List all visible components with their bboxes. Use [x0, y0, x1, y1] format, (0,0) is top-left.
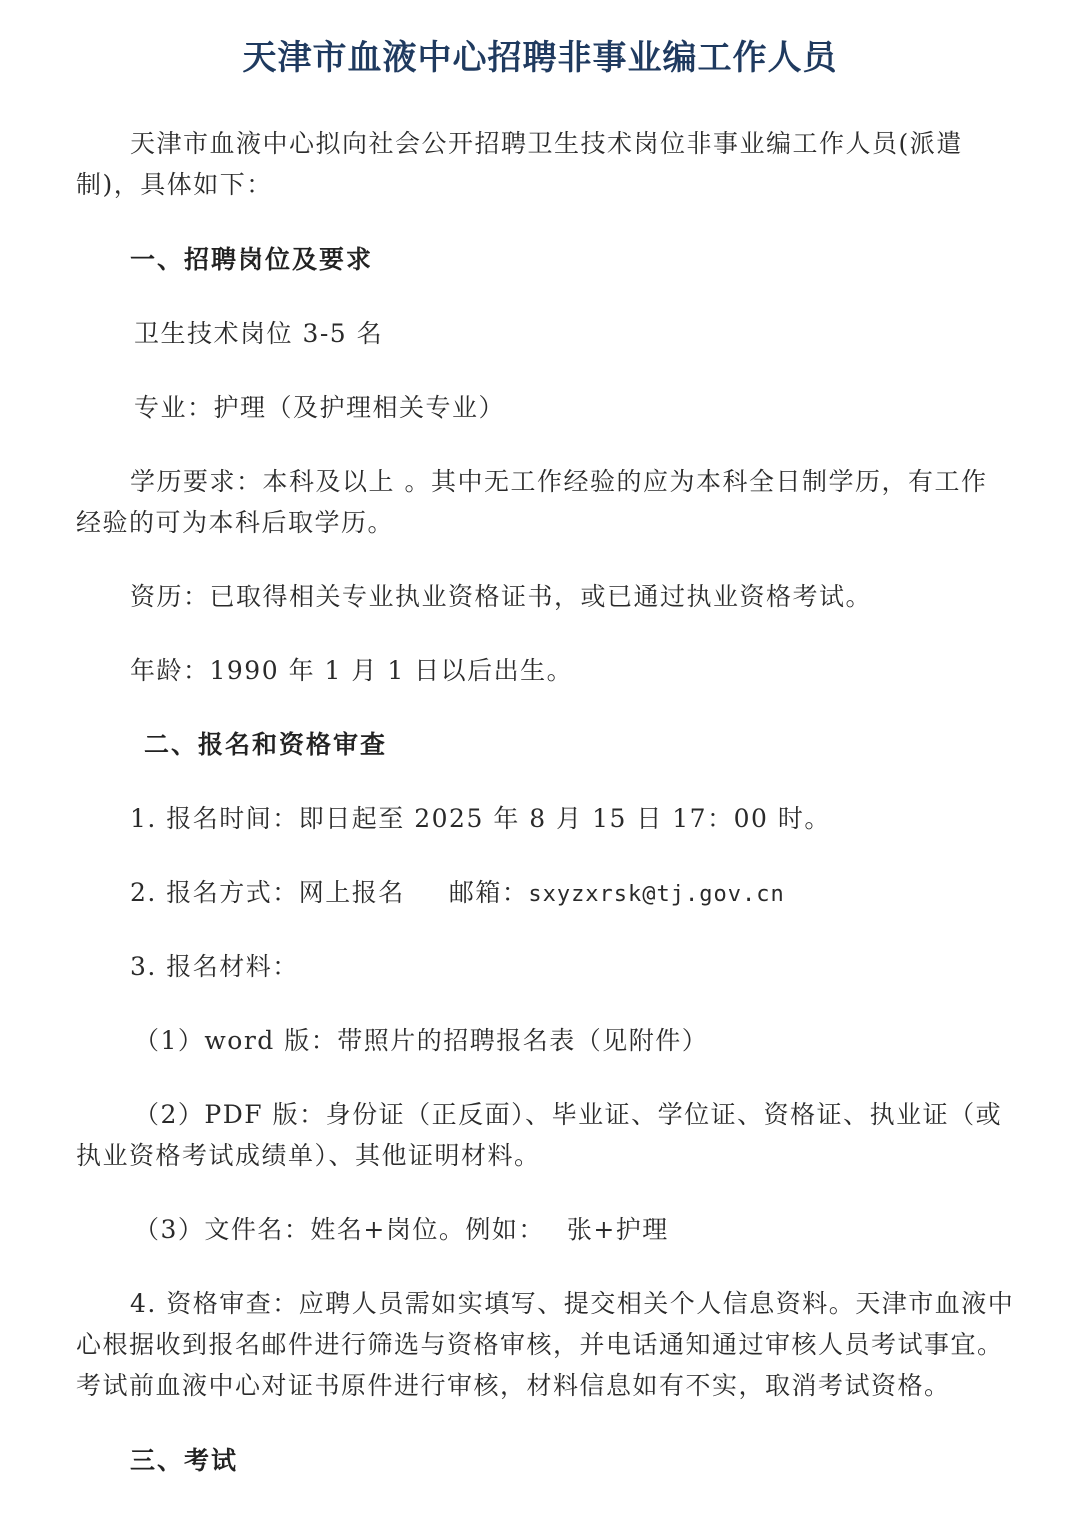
review-line-1: 4. 资格审查：应聘人员需如实填写、提交相关个人信息资料。天津市血液中	[130, 1289, 1015, 1318]
filename-example: 张+护理	[566, 1215, 669, 1244]
review-line-3: 考试前血液中心对证书原件进行审核，材料信息如有不实，取消考试资格。	[76, 1371, 951, 1400]
filename-rule: （3）文件名：姓名+岗位。例如：	[134, 1215, 545, 1244]
major-requirement: 专业：护理（及护理相关专业）	[134, 393, 506, 422]
email-label: 邮箱：	[448, 878, 529, 907]
registration-materials: 3. 报名材料：	[130, 952, 299, 981]
position-count: 卫生技术岗位 3-5 名	[134, 319, 384, 348]
section-heading-1: 一、招聘岗位及要求	[130, 245, 374, 274]
email-address[interactable]: sxyzxrsk@tj.gov.cn	[528, 882, 785, 907]
section-heading-3: 三、考试	[130, 1446, 239, 1475]
material-word: （1）word 版：带照片的招聘报名表（见附件）	[134, 1026, 709, 1055]
registration-method-label: 2. 报名方式：网上报名	[130, 878, 405, 907]
material-pdf-line-1: （2）PDF 版：身份证（正反面）、毕业证、学位证、资格证、执业证（或	[134, 1100, 1003, 1129]
intro-line-1: 天津市血液中心拟向社会公开招聘卫生技术岗位非事业编工作人员(派遣	[130, 129, 963, 158]
section-heading-2: 二、报名和资格审查	[144, 730, 388, 759]
review-line-2: 心根据收到报名邮件进行筛选与资格审核，并电话通知通过审核人员考试事宜。	[76, 1330, 1004, 1359]
qualification-requirement: 资历：已取得相关专业执业资格证书，或已通过执业资格考试。	[130, 582, 873, 611]
intro-line-2: 制)，具体如下：	[76, 170, 273, 199]
registration-method	[130, 875, 785, 913]
document-title: 天津市血液中心招聘非事业编工作人员	[242, 38, 838, 78]
material-pdf-line-2: 执业资格考试成绩单）、其他证明材料。	[76, 1141, 541, 1170]
material-filename	[134, 1212, 669, 1248]
registration-time: 1. 报名时间：即日起至 2025 年 8 月 15 日 17：00 时。	[130, 804, 831, 833]
age-requirement: 年龄：1990 年 1 月 1 日以后出生。	[130, 656, 574, 685]
education-line-2: 经验的可为本科后取学历。	[76, 508, 395, 537]
education-line-1: 学历要求：本科及以上 。其中无工作经验的应为本科全日制学历，有工作	[130, 467, 988, 496]
